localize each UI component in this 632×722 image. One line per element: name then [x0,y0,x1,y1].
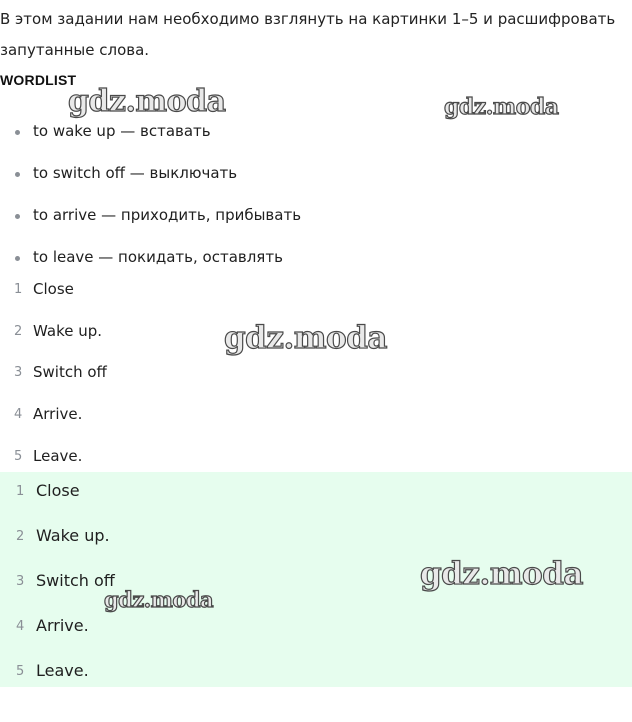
answer-number: 1 [14,282,23,297]
answer-item [0,523,115,568]
watermark: gdz.moda [444,94,559,120]
answer-text: Close [36,481,80,500]
answer-number: 2 [14,323,23,339]
bullet-icon [15,172,20,177]
answer-text: Arrive. [33,405,83,424]
answer-number: 4 [14,407,23,423]
answer-text: Wake up. [36,526,110,545]
wordlist-item-text: to arrive — приходить, прибывать [33,206,302,224]
answer-item [0,276,107,318]
highlighted-answer-list [0,478,115,703]
answer-text: Switch off [33,363,107,382]
answer-text: Switch off [36,571,115,590]
answer-item [0,478,115,523]
watermark: gdz.moda [68,84,226,119]
answer-item [0,318,107,360]
answer-item [0,359,107,401]
answer-number: 5 [16,664,25,679]
wordlist-item-text: to switch off — выключать [33,164,238,182]
answer-number: 4 [16,619,25,634]
answer-text: Wake up. [33,321,103,340]
watermark: gdz.moda [420,556,583,592]
wordlist-item-text: to wake up — вставать [33,122,211,140]
watermark: gdz.moda [104,587,214,612]
bullet-icon [15,130,20,135]
answer-text: Leave. [36,661,89,680]
wordlist-item [0,116,301,158]
task-description: В этом задании нам необходимо взглянуть на картинки 1–5 и расшифровать запутанные слова. [0,10,616,59]
answer-number: 1 [16,484,25,499]
answer-number: 3 [14,365,23,381]
wordlist-item [0,200,301,242]
answer-number: 2 [16,529,25,544]
answer-text: Arrive. [36,616,89,635]
bullet-icon [15,214,20,219]
answer-item [0,658,115,703]
answer-item [0,568,115,613]
answer-text: Close [33,280,74,298]
wordlist-heading: WORDLIST [0,72,77,88]
bullet-icon [15,256,20,261]
watermark: gdz.moda [224,320,387,356]
answer-item [0,401,107,443]
answer-list [0,276,107,484]
wordlist-item [0,158,301,200]
answer-number: 3 [16,574,25,589]
answer-text: Leave. [33,446,83,465]
answer-item [0,613,115,658]
wordlist [0,116,301,284]
answer-number: 5 [14,448,23,464]
wordlist-item-text: to leave — покидать, оставлять [33,248,283,266]
